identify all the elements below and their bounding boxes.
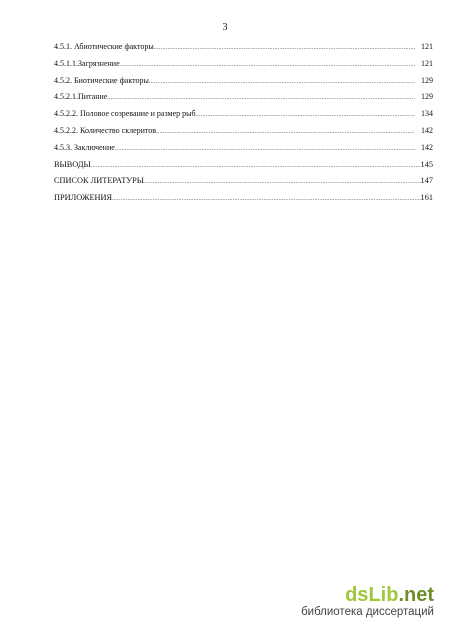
toc-entry-page: 161 bbox=[420, 193, 433, 203]
toc-entry bbox=[54, 109, 433, 126]
toc-entry-label: ВЫВОДЫ bbox=[54, 159, 91, 169]
toc-entry bbox=[54, 92, 433, 109]
toc-entry bbox=[54, 143, 433, 160]
toc-entry-page: 145 bbox=[420, 159, 433, 169]
toc-leader-dots bbox=[144, 177, 421, 187]
logo-net: net bbox=[404, 584, 434, 606]
toc-entry-label: 4.5.2.2. Половое созревание и размер рыб bbox=[54, 109, 196, 119]
logo-dot: . bbox=[398, 584, 404, 606]
toc-entry-page: 142 bbox=[421, 142, 433, 152]
toc-leader-dots bbox=[149, 77, 415, 87]
toc-entry-label: СПИСОК ЛИТЕРАТУРЫ bbox=[54, 176, 145, 186]
toc-entry-label: 4.5.1.1.Загрязнение bbox=[54, 58, 120, 68]
toc-entry bbox=[54, 59, 433, 76]
toc-leader-dots bbox=[107, 93, 415, 103]
toc-leader-dots bbox=[91, 161, 421, 171]
page-number: 3 bbox=[222, 22, 228, 33]
toc-entry bbox=[54, 76, 433, 93]
toc-entry-label: 4.5.2.2. Количество склеритов bbox=[54, 125, 157, 135]
toc-entry-label: 4.5.2.1.Питание bbox=[54, 92, 108, 102]
toc-leader-dots bbox=[112, 194, 421, 204]
toc-leader-dots bbox=[196, 110, 415, 120]
toc-entry-references bbox=[54, 176, 433, 193]
toc-entry-label: 4.5.3. Заключение bbox=[54, 142, 115, 152]
toc-entry-page: 129 bbox=[421, 92, 433, 102]
toc-entry-page: 121 bbox=[421, 58, 433, 68]
toc-entry-appendices bbox=[54, 193, 433, 210]
toc-entry-page: 142 bbox=[421, 125, 433, 135]
logo-ds: ds bbox=[345, 584, 369, 606]
watermark-subtitle: библиотека диссертаций bbox=[301, 606, 434, 618]
toc-entry-label: 4.5.1. Абиотические факторы bbox=[54, 42, 154, 51]
toc-entry bbox=[54, 126, 433, 143]
dslib-watermark[interactable] bbox=[301, 585, 434, 619]
toc-entry-label: ПРИЛОЖЕНИЯ bbox=[54, 193, 113, 203]
toc-leader-dots bbox=[156, 127, 415, 137]
toc-entry-page: 134 bbox=[421, 109, 433, 119]
toc-entry-label: 4.5.2. Биотические факторы bbox=[54, 75, 149, 85]
dslib-logo bbox=[301, 585, 434, 605]
toc-entry-page: 147 bbox=[420, 176, 433, 186]
table-of-contents bbox=[54, 42, 433, 210]
toc-entry-conclusions bbox=[54, 160, 433, 177]
toc-entry-page: 121 bbox=[421, 42, 433, 51]
toc-leader-dots bbox=[115, 144, 415, 154]
toc-entry bbox=[54, 42, 433, 59]
toc-entry-page: 129 bbox=[421, 75, 433, 85]
toc-leader-dots bbox=[120, 60, 415, 70]
toc-leader-dots bbox=[154, 43, 415, 53]
logo-lib: Lib bbox=[368, 584, 399, 606]
